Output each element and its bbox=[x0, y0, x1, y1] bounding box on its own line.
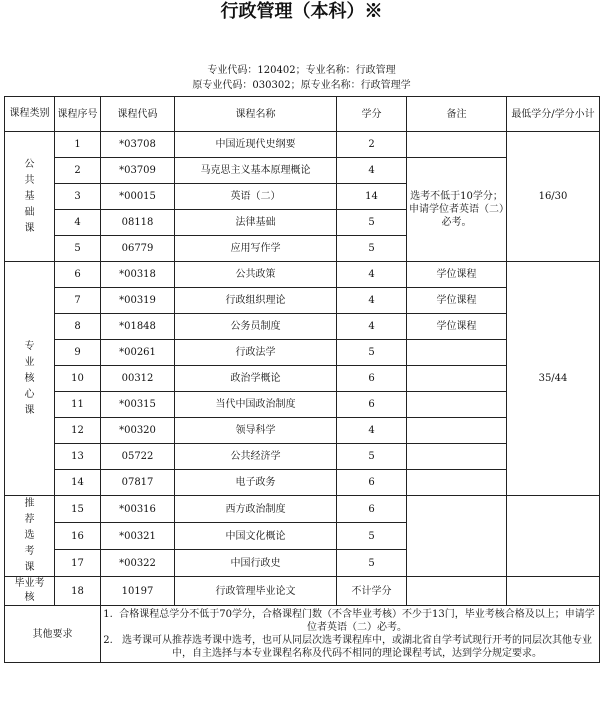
credits-cell: 4 bbox=[337, 158, 407, 184]
seq-cell: 13 bbox=[55, 444, 101, 470]
other-requirements-label: 其他要求 bbox=[5, 606, 101, 663]
code-cell: *00316 bbox=[101, 496, 175, 523]
header-credits: 学分 bbox=[337, 97, 407, 132]
course-name-cell: 中国近现代史纲要 bbox=[175, 132, 337, 158]
course-name-cell: 行政法学 bbox=[175, 340, 337, 366]
seq-cell: 1 bbox=[55, 132, 101, 158]
credits-cell: 不计学分 bbox=[337, 577, 407, 606]
min-credits-cell: 16/30 bbox=[507, 132, 600, 262]
code-cell: 07817 bbox=[101, 470, 175, 496]
seq-cell: 2 bbox=[55, 158, 101, 184]
table-row bbox=[5, 132, 600, 158]
seq-cell: 14 bbox=[55, 470, 101, 496]
course-name-cell: 领导科学 bbox=[175, 418, 337, 444]
note-cell bbox=[407, 470, 507, 496]
credits-cell: 4 bbox=[337, 288, 407, 314]
credits-cell: 5 bbox=[337, 210, 407, 236]
seq-cell: 3 bbox=[55, 184, 101, 210]
seq-cell: 8 bbox=[55, 314, 101, 340]
note-cell bbox=[407, 340, 507, 366]
min-credits-cell bbox=[507, 577, 600, 606]
header-seq: 课程序号 bbox=[55, 97, 101, 132]
credits-cell: 4 bbox=[337, 262, 407, 288]
note-cell: 学位课程 bbox=[407, 262, 507, 288]
credits-cell: 5 bbox=[337, 523, 407, 550]
header-code: 课程代码 bbox=[101, 97, 175, 132]
code-cell: *00321 bbox=[101, 523, 175, 550]
course-name-cell: 电子政务 bbox=[175, 470, 337, 496]
code-cell: 05722 bbox=[101, 444, 175, 470]
course-name-cell: 当代中国政治制度 bbox=[175, 392, 337, 418]
category-cell: 专业核心课 bbox=[5, 262, 55, 496]
credits-cell: 6 bbox=[337, 496, 407, 523]
seq-cell: 12 bbox=[55, 418, 101, 444]
document-title: 行政管理（本科）※ bbox=[220, 1, 383, 22]
seq-cell: 16 bbox=[55, 523, 101, 550]
course-name-cell: 行政管理毕业论文 bbox=[175, 577, 337, 606]
former-major-code-line: 原专业代码：030302；原专业名称：行政管理学 bbox=[192, 80, 411, 91]
course-name-cell: 政治学概论 bbox=[175, 366, 337, 392]
course-name-cell: 西方政治制度 bbox=[175, 496, 337, 523]
code-cell: *01848 bbox=[101, 314, 175, 340]
course-name-cell: 马克思主义基本原理概论 bbox=[175, 158, 337, 184]
category-cell: 公共基础课 bbox=[5, 132, 55, 262]
table-header-row bbox=[5, 97, 600, 132]
requirement-item: 2. 选考课可从推荐选考课中选考，也可从同层次选考课程库中，或湖北省自学考试现行开考的同层次其他专业中，自主选择与本专业课程名称及代码不相同的理论课程考试，达到学分规定要求。 bbox=[103, 635, 592, 659]
course-name-cell: 公务员制度 bbox=[175, 314, 337, 340]
code-cell: 06779 bbox=[101, 236, 175, 262]
header-min: 最低学分/学分小计 bbox=[507, 97, 600, 132]
code-cell: *00318 bbox=[101, 262, 175, 288]
credits-cell: 6 bbox=[337, 392, 407, 418]
code-cell: 00312 bbox=[101, 366, 175, 392]
course-name-cell: 英语（二） bbox=[175, 184, 337, 210]
credits-cell: 2 bbox=[337, 132, 407, 158]
category-cell: 毕业考核 bbox=[5, 577, 55, 606]
credits-cell: 14 bbox=[337, 184, 407, 210]
table-row bbox=[5, 496, 600, 523]
other-requirements-row bbox=[5, 606, 600, 663]
code-cell: *00319 bbox=[101, 288, 175, 314]
credits-cell: 5 bbox=[337, 550, 407, 577]
table-row bbox=[5, 262, 600, 288]
note-cell: 学位课程 bbox=[407, 314, 507, 340]
major-code-line: 专业代码：120402；专业名称：行政管理 bbox=[207, 65, 396, 76]
header-name: 课程名称 bbox=[175, 97, 337, 132]
other-requirements-content bbox=[101, 606, 600, 663]
code-cell: *00261 bbox=[101, 340, 175, 366]
code-cell: *00320 bbox=[101, 418, 175, 444]
note-cell bbox=[407, 577, 507, 606]
header-note: 备注 bbox=[407, 97, 507, 132]
note-cell bbox=[407, 444, 507, 470]
min-credits-cell bbox=[507, 496, 600, 577]
note-cell bbox=[407, 418, 507, 444]
note-cell: 学位课程 bbox=[407, 288, 507, 314]
note-cell: 选考不低于10学分；申请学位者英语（二）必考。 bbox=[407, 158, 507, 262]
credits-cell: 5 bbox=[337, 236, 407, 262]
code-cell: *00322 bbox=[101, 550, 175, 577]
course-name-cell: 公共经济学 bbox=[175, 444, 337, 470]
credits-cell: 4 bbox=[337, 314, 407, 340]
note-cell bbox=[407, 132, 507, 158]
credits-cell: 4 bbox=[337, 418, 407, 444]
code-cell: *00015 bbox=[101, 184, 175, 210]
table-row-final bbox=[5, 577, 600, 606]
note-cell bbox=[407, 392, 507, 418]
category-cell: 推荐选考课 bbox=[5, 496, 55, 577]
seq-cell: 17 bbox=[55, 550, 101, 577]
code-cell: 08118 bbox=[101, 210, 175, 236]
course-name-cell: 法律基础 bbox=[175, 210, 337, 236]
code-cell: 10197 bbox=[101, 577, 175, 606]
seq-cell: 15 bbox=[55, 496, 101, 523]
code-cell: *03708 bbox=[101, 132, 175, 158]
course-name-cell: 中国行政史 bbox=[175, 550, 337, 577]
requirement-item: 1. 合格课程总学分不低于70学分，合格课程门数（不含毕业考核）不少于13门，毕业考核合格及以上；申请学位者英语（二）必考。 bbox=[103, 609, 595, 633]
code-cell: *00315 bbox=[101, 392, 175, 418]
seq-cell: 4 bbox=[55, 210, 101, 236]
seq-cell: 9 bbox=[55, 340, 101, 366]
seq-cell: 11 bbox=[55, 392, 101, 418]
seq-cell: 10 bbox=[55, 366, 101, 392]
course-name-cell: 行政组织理论 bbox=[175, 288, 337, 314]
course-name-cell: 中国文化概论 bbox=[175, 523, 337, 550]
header-category: 课程类别 bbox=[5, 97, 55, 132]
seq-cell: 6 bbox=[55, 262, 101, 288]
course-name-cell: 应用写作学 bbox=[175, 236, 337, 262]
credits-cell: 6 bbox=[337, 470, 407, 496]
note-cell bbox=[407, 366, 507, 392]
credits-cell: 6 bbox=[337, 366, 407, 392]
credits-cell: 5 bbox=[337, 444, 407, 470]
credits-cell: 5 bbox=[337, 340, 407, 366]
code-cell: *03709 bbox=[101, 158, 175, 184]
min-credits-cell: 35/44 bbox=[507, 262, 600, 496]
seq-cell: 7 bbox=[55, 288, 101, 314]
note-cell bbox=[407, 496, 507, 577]
seq-cell: 18 bbox=[55, 577, 101, 606]
seq-cell: 5 bbox=[55, 236, 101, 262]
course-name-cell: 公共政策 bbox=[175, 262, 337, 288]
curriculum-table bbox=[4, 96, 600, 663]
